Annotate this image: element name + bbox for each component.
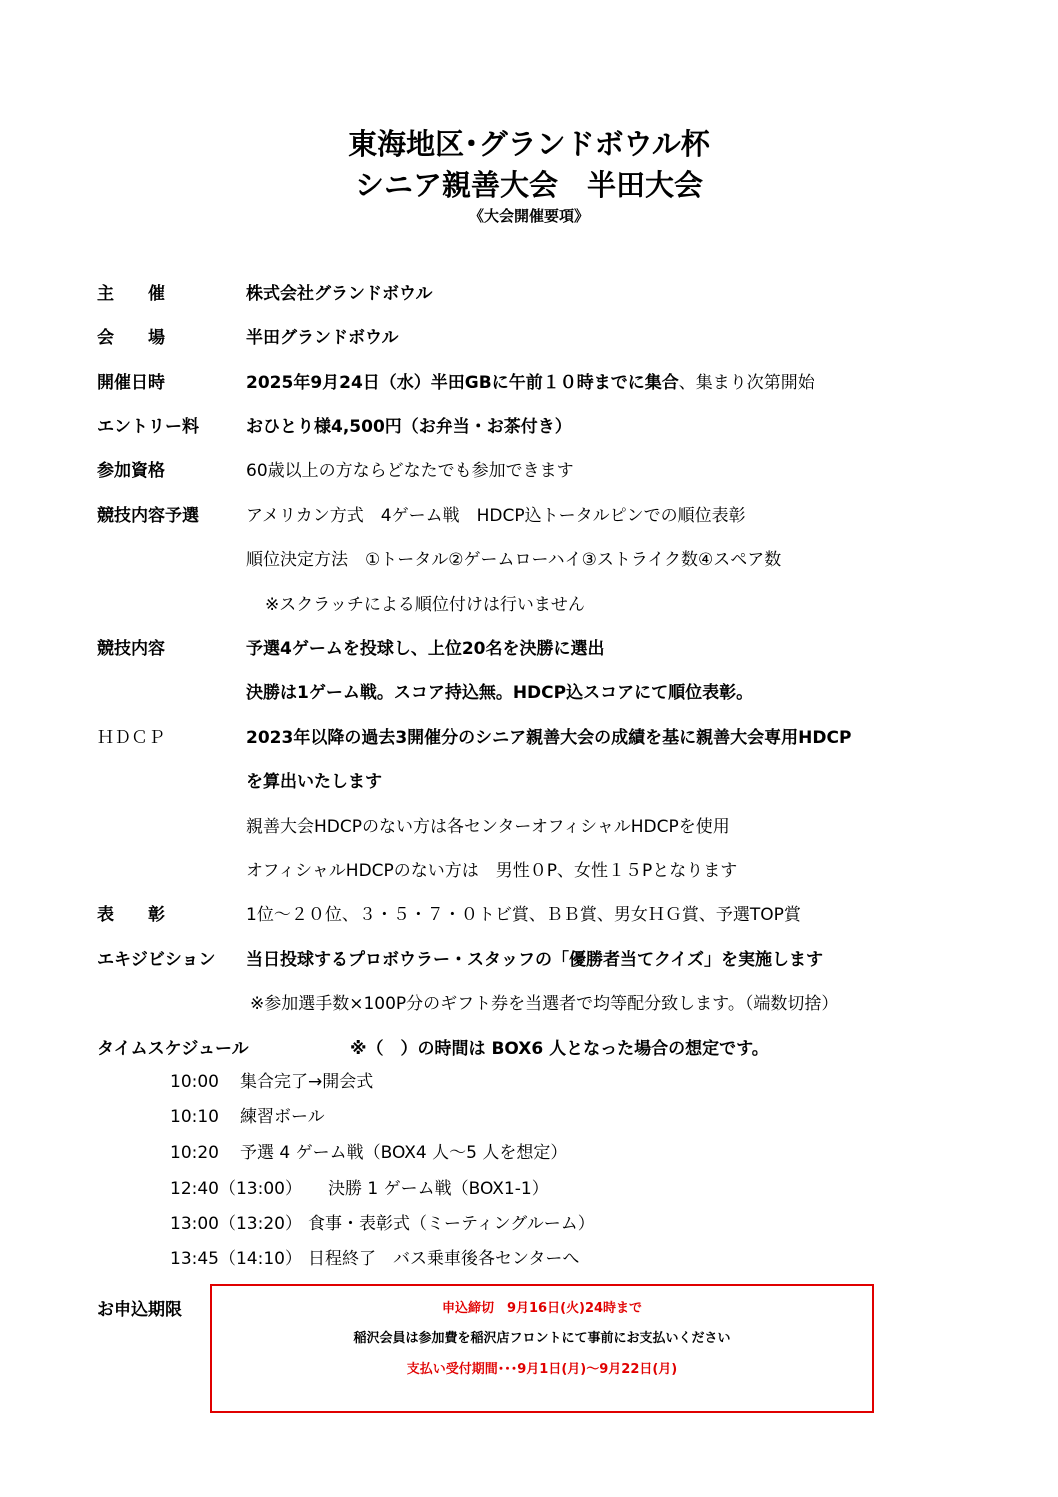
hdcp-line-1: 2023年以降の過去3開催分のシニア親善大会の成績を基に親善大会専用HDCP (246, 728, 852, 748)
hdcp-line-3: 親善大会HDCPのない方は各センターオフィシャルHDCPを使用 (246, 817, 730, 837)
schedule-item (170, 1248, 579, 1270)
awards-value: 1位～２０位、３・５・７・０トビ賞、ＢＢ賞、男女ＨＧ賞、予選TOP賞 (246, 905, 801, 925)
venue-label: 会 場 (97, 328, 165, 348)
prelim-line-3: ※スクラッチによる順位付けは行いません (265, 595, 585, 615)
prelim-label: 競技内容予選 (97, 506, 199, 526)
exhibition-line-2: ※参加選手数×100P分のギフト券を当選者で均等配分致します。（端数切捨） (250, 994, 839, 1014)
deadline-box (210, 1284, 874, 1413)
schedule-text: 日程終了 バス乗車後各センターへ (308, 1249, 580, 1269)
hdcp-label: ＨＤＣＰ (97, 728, 165, 748)
date-value-rest: 、集まり次第開始 (678, 373, 815, 393)
schedule-time: 13:00（13:20） (170, 1214, 302, 1234)
schedule-text: 予選 4 ゲーム戦（BOX4 人～5 人を想定） (240, 1143, 568, 1163)
title-line-1: 東海地区･グランドボウル杯 (348, 127, 710, 161)
schedule-label: タイムスケジュール (97, 1039, 249, 1059)
deadline-line-1: 申込締切 9月16日(火)24時まで (441, 1301, 643, 1316)
date-value (246, 372, 815, 394)
sponsor-value: 株式会社グランドボウル (246, 284, 433, 304)
schedule-text: 練習ボール (240, 1107, 325, 1127)
title-line-3: 《大会開催要項》 (468, 207, 589, 225)
schedule-time: 10:20 (170, 1143, 219, 1163)
eligibility-value: 60歳以上の方ならどなたでも参加できます (246, 461, 574, 481)
sponsor-label: 主 催 (97, 284, 165, 304)
title-line-2: シニア親善大会 半田大会 (354, 168, 703, 202)
deadline-line-3: 支払い受付期間･･･9月1日(月)～9月22日(月) (406, 1362, 678, 1377)
exhibition-line-1: 当日投球するプロボウラー・スタッフの「優勝者当てクイズ」を実施します (246, 950, 823, 970)
prelim-line-1: アメリカン方式 4ゲーム戦 HDCP込トータルピンでの順位表彰 (246, 506, 746, 526)
fee-value: おひとり様4,500円（お弁当・お茶付き） (246, 417, 572, 437)
schedule-item (170, 1106, 325, 1128)
deadline-label: お申込期限 (97, 1300, 182, 1320)
schedule-text: 食事・表彰式（ミーティングルーム） (308, 1214, 595, 1234)
content-line-2: 決勝は1ゲーム戦。スコア持込無。HDCP込スコアにて順位表彰。 (246, 683, 754, 703)
date-value-main: 2025年9月24日（水）半田GBに午前１０時までに集合 (246, 373, 679, 393)
eligibility-label: 参加資格 (97, 461, 165, 481)
schedule-note: ※（ ）の時間は BOX6 人となった場合の想定です。 (350, 1039, 769, 1059)
schedule-time: 12:40（13:00） (170, 1179, 302, 1199)
schedule-item (170, 1213, 595, 1235)
awards-label: 表 彰 (97, 905, 165, 925)
prelim-line-2: 順位決定方法 ①トータル②ゲームローハイ③ストライク数④スペア数 (246, 550, 782, 570)
hdcp-line-4: オフィシャルHDCPのない方は 男性０P、女性１５Pとなります (246, 861, 738, 881)
schedule-time: 10:10 (170, 1107, 219, 1127)
content-label: 競技内容 (97, 639, 165, 659)
exhibition-label: エキジビション (97, 950, 216, 970)
fee-label: エントリー料 (97, 417, 199, 437)
venue-value: 半田グランドボウル (246, 328, 399, 348)
schedule-time: 10:00 (170, 1072, 219, 1092)
schedule-time: 13:45（14:10） (170, 1249, 302, 1269)
schedule-text: 決勝 1 ゲーム戦（BOX1-1） (328, 1179, 549, 1199)
schedule-item (170, 1178, 549, 1200)
schedule-item (170, 1142, 567, 1164)
schedule-text: 集合完了→開会式 (240, 1072, 374, 1092)
hdcp-line-2: を算出いたします (246, 772, 382, 792)
schedule-item (170, 1071, 373, 1093)
date-label: 開催日時 (97, 373, 165, 393)
content-line-1: 予選4ゲームを投球し、上位20名を決勝に選出 (246, 639, 605, 659)
deadline-line-2: 稲沢会員は参加費を稲沢店フロントにて事前にお支払いください (353, 1331, 731, 1346)
